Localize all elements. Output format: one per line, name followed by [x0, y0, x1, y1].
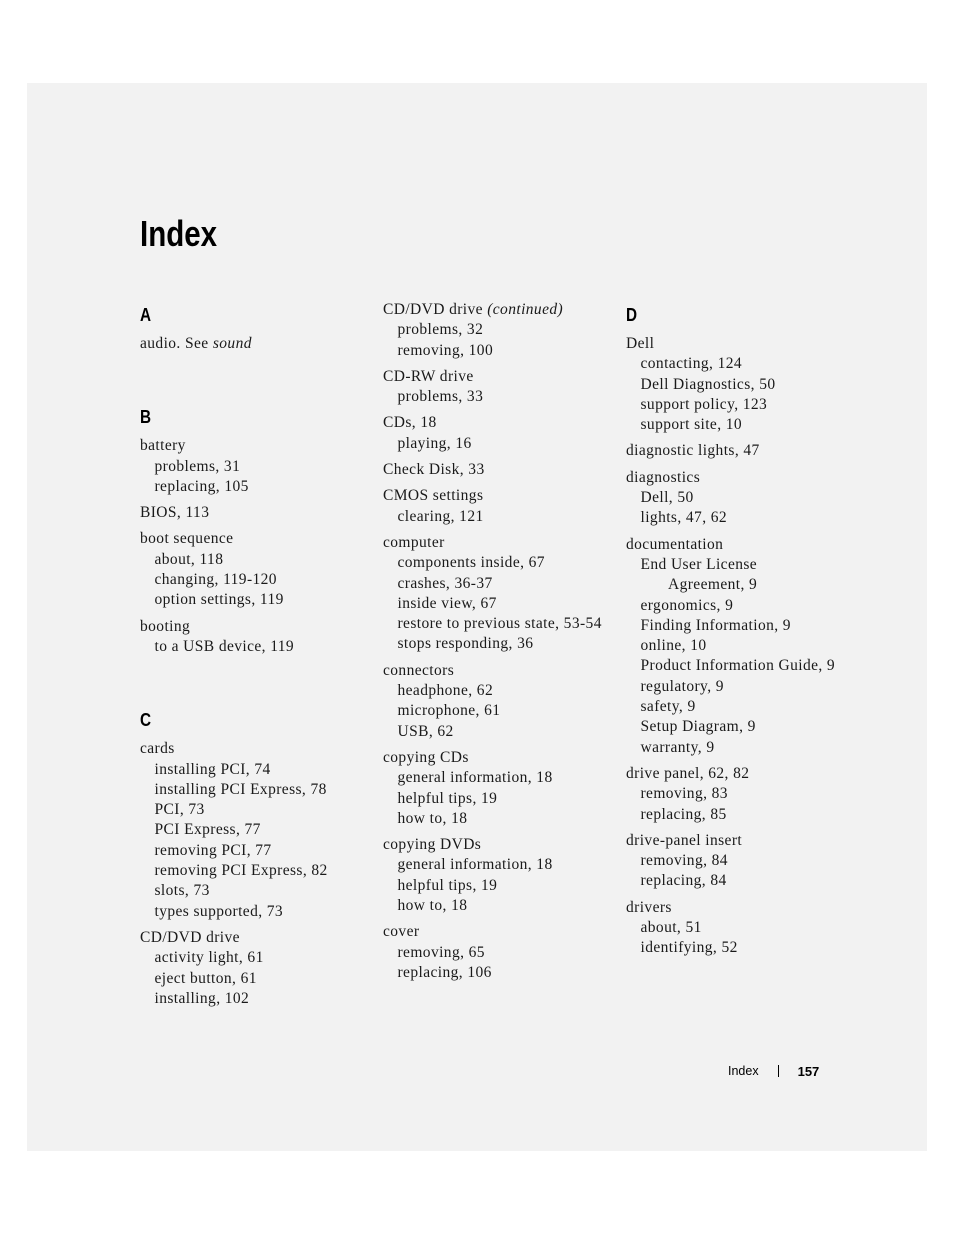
index-subentry: inside view, 67	[397, 594, 497, 612]
index-term-text: drive-panel insert	[626, 831, 743, 849]
index-term-text: copying CDs	[383, 748, 469, 766]
index-term	[626, 898, 866, 918]
index-subentry: stops responding, 36	[397, 635, 534, 653]
index-term	[626, 334, 866, 354]
index-subentry: removing, 84	[640, 852, 728, 870]
index-subentry: removing, 65	[397, 943, 485, 961]
index-entry	[626, 441, 866, 461]
index-term-text: drivers	[626, 898, 672, 916]
index-entry	[626, 898, 866, 959]
index-entry	[626, 535, 866, 758]
index-term-text: drive panel, 62, 82	[626, 764, 750, 782]
index-column-1	[140, 300, 380, 1015]
index-subentry: regulatory, 9	[640, 677, 724, 695]
index-term	[383, 835, 623, 855]
index-subentry: Setup Diagram, 9	[640, 718, 756, 736]
index-subentry: crashes, 36-37	[397, 574, 493, 592]
page-title: Index	[140, 213, 218, 254]
index-subentry: to a USB device, 119	[154, 637, 295, 655]
section-letter: B	[140, 407, 152, 428]
index-subentry: safety, 9	[640, 698, 696, 716]
index-subentry: playing, 16	[397, 434, 472, 452]
index-entry	[140, 503, 380, 523]
index-subentry: Product Information Guide, 9	[640, 657, 836, 675]
index-term	[383, 367, 623, 387]
index-entry	[626, 468, 866, 529]
index-subentry: removing, 100	[397, 341, 494, 359]
index-subentry: installing PCI Express, 78	[154, 780, 327, 798]
index-subentry: PCI, 73	[154, 801, 205, 819]
index-entry	[140, 334, 380, 354]
index-entry	[383, 922, 623, 983]
index-entry	[626, 334, 866, 435]
index-term-text: CMOS settings	[383, 487, 484, 505]
index-subentry: helpful tips, 19	[397, 789, 498, 807]
index-term	[140, 334, 380, 354]
index-subentry: support site, 10	[640, 416, 743, 434]
index-term-text: CD/DVD drive	[140, 928, 240, 946]
index-term	[140, 529, 380, 549]
index-term	[626, 831, 866, 851]
index-term-text: audio. See	[140, 335, 213, 352]
index-term	[383, 486, 623, 506]
index-subentry: headphone, 62	[397, 682, 494, 700]
index-term-text: documentation	[626, 535, 724, 553]
index-term-text: CD-RW drive	[383, 367, 474, 385]
index-term-text: battery	[140, 437, 186, 455]
index-subentry: contacting, 124	[640, 355, 743, 373]
index-term	[383, 922, 623, 942]
index-term-text: cards	[140, 740, 175, 758]
index-subentry: changing, 119-120	[154, 571, 277, 589]
index-subentry: removing PCI, 77	[154, 841, 272, 859]
index-subentry: Dell Diagnostics, 50	[640, 375, 776, 393]
index-term-text: BIOS, 113	[140, 504, 210, 522]
index-term	[626, 468, 866, 488]
index-term-text: diagnostics	[626, 468, 701, 486]
footer-label: Index	[728, 1064, 759, 1078]
index-entry	[140, 617, 380, 658]
index-subentry: online, 10	[640, 637, 707, 655]
index-entry	[140, 529, 380, 610]
index-subentry: Finding Information, 9	[640, 616, 791, 634]
index-subentry: installing PCI, 74	[154, 760, 271, 778]
index-term-text: copying DVDs	[383, 836, 482, 854]
index-term	[383, 661, 623, 681]
index-subentry: lights, 47, 62	[640, 509, 728, 527]
index-subentry: clearing, 121	[397, 507, 484, 525]
index-term	[626, 535, 866, 555]
index-term-text: Dell	[626, 335, 655, 352]
index-subentry: removing, 83	[640, 785, 728, 803]
index-entry	[140, 928, 380, 1009]
index-entry	[383, 367, 623, 408]
index-term-text: Check Disk, 33	[383, 461, 485, 479]
index-subentry: PCI Express, 77	[154, 821, 261, 839]
index-entry	[383, 300, 623, 361]
index-term	[140, 928, 380, 948]
page-footer	[728, 1061, 819, 1081]
index-subentry: Dell, 50	[640, 489, 694, 507]
index-entry	[383, 748, 623, 829]
index-entry	[626, 764, 866, 825]
index-column-3	[626, 300, 866, 965]
index-entry	[383, 486, 623, 527]
index-entry	[140, 739, 380, 922]
footer-separator	[778, 1065, 779, 1077]
index-subentry: replacing, 105	[154, 477, 249, 495]
index-term-text: CDs, 18	[383, 414, 437, 432]
index-subentry: replacing, 85	[640, 805, 727, 823]
index-subentry: about, 51	[640, 919, 702, 937]
index-column-2	[383, 300, 623, 989]
section-gap	[140, 663, 380, 705]
index-subentry: problems, 33	[397, 388, 484, 406]
index-term	[383, 533, 623, 553]
index-term-text: connectors	[383, 661, 455, 679]
index-subentry: USB, 62	[397, 722, 454, 740]
index-term-italic: sound	[212, 335, 252, 352]
index-subentry: warranty, 9	[640, 738, 715, 756]
index-subentry: support policy, 123	[640, 395, 768, 413]
index-subentry: components inside, 67	[397, 554, 545, 572]
section-letter: D	[626, 305, 638, 325]
index-subentry: identifying, 52	[640, 939, 738, 957]
index-term	[140, 617, 380, 637]
index-entry	[140, 436, 380, 497]
index-subentry: how to, 18	[397, 897, 468, 915]
index-subentry: option settings, 119	[154, 591, 284, 609]
index-term	[626, 764, 866, 784]
index-entry	[383, 413, 623, 454]
index-term	[626, 441, 866, 461]
page-number: 157	[797, 1063, 820, 1079]
index-subentry: eject button, 61	[154, 969, 257, 987]
index-term	[140, 503, 380, 523]
section-letter: A	[140, 305, 152, 325]
index-subentry: how to, 18	[397, 809, 468, 827]
index-entry	[383, 460, 623, 480]
index-subentry: about, 118	[154, 550, 224, 568]
index-entry	[383, 661, 623, 742]
index-subentry: problems, 32	[397, 321, 484, 339]
index-term-text: diagnostic lights, 47	[626, 442, 760, 460]
index-entry	[383, 835, 623, 916]
index-term-text: booting	[140, 617, 191, 635]
index-subentry: helpful tips, 19	[397, 876, 498, 894]
index-subentry: replacing, 84	[640, 872, 727, 890]
index-term	[140, 739, 380, 759]
index-term	[383, 748, 623, 768]
index-subentry: general information, 18	[397, 769, 553, 787]
index-subentry: types supported, 73	[154, 902, 284, 920]
index-term	[383, 460, 623, 480]
index-subentry-continuation: Agreement, 9	[668, 576, 758, 594]
index-subentry: removing PCI Express, 82	[154, 862, 328, 880]
index-term-text: cover	[383, 923, 420, 941]
index-entry	[383, 533, 623, 655]
index-subentry: restore to previous state, 53-54	[397, 615, 602, 633]
index-subentry: general information, 18	[397, 856, 553, 874]
section-gap	[140, 360, 380, 402]
index-subentry: End User License	[640, 555, 758, 573]
index-subentry: installing, 102	[154, 989, 250, 1007]
index-subentry: problems, 31	[154, 457, 241, 475]
index-subentry: slots, 73	[154, 882, 210, 900]
index-term-text: computer	[383, 533, 445, 551]
index-term	[383, 413, 623, 433]
index-term	[383, 300, 623, 320]
index-subentry: ergonomics, 9	[640, 596, 734, 614]
index-term	[140, 436, 380, 456]
index-term-italic: (continued)	[487, 301, 564, 318]
index-term-text: boot sequence	[140, 530, 234, 548]
index-entry	[626, 831, 866, 892]
index-subentry: activity light, 61	[154, 949, 264, 967]
index-subentry: replacing, 106	[397, 963, 492, 981]
index-term-text: CD/DVD drive	[383, 301, 488, 318]
index-subentry: microphone, 61	[397, 702, 501, 720]
section-letter: C	[140, 710, 152, 731]
